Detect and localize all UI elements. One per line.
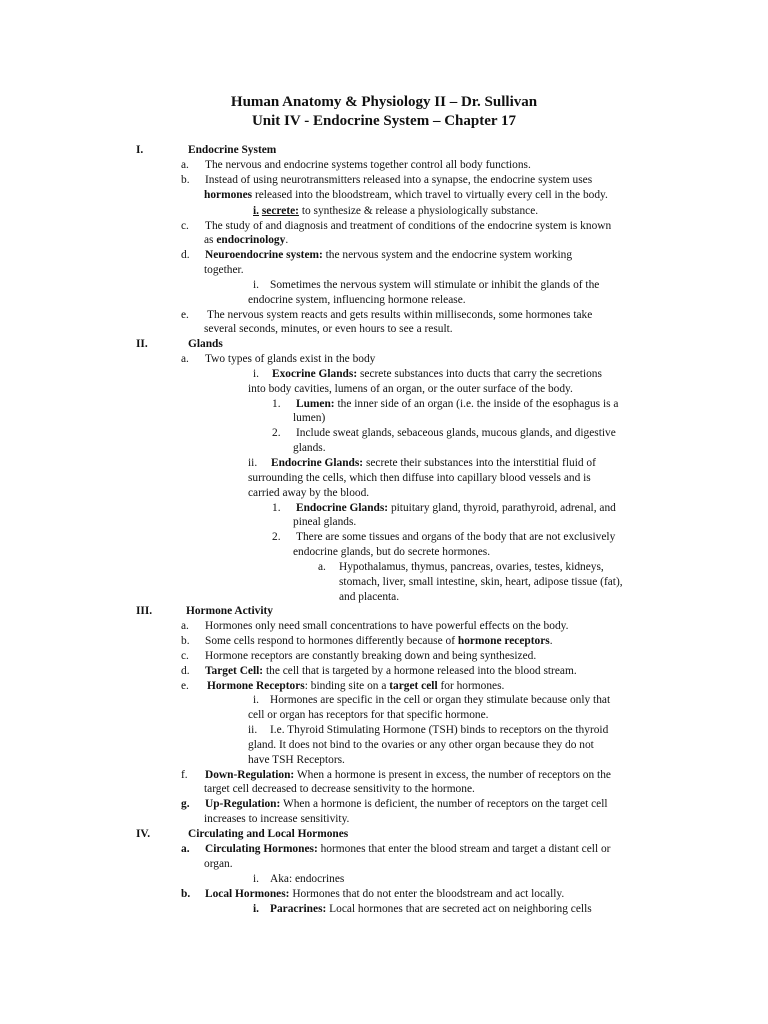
list-marker: 2.	[272, 531, 281, 543]
bold-term: hormones	[204, 189, 253, 201]
list-marker: a.	[181, 620, 189, 632]
bold-term: Endocrine Glands:	[271, 457, 364, 469]
list-continuation: endocrine glands, but do secrete hormones.	[293, 546, 491, 558]
list-text: Hormone receptors are constantly breaking down and being synthesized.	[205, 650, 537, 662]
list-continuation: several seconds, minutes, or even hours to see a result.	[204, 323, 453, 335]
list-continuation: and placenta.	[339, 591, 400, 603]
list-item	[181, 887, 565, 902]
list-item	[181, 248, 573, 263]
list-item	[248, 456, 596, 471]
bold-term: Up-Regulation:	[205, 798, 281, 810]
list-text: .	[549, 635, 553, 647]
section-heading: Glands	[188, 338, 223, 350]
list-text: Hormones that do not enter the bloodstream and act locally.	[289, 888, 565, 900]
bold-term: hormone receptors	[457, 635, 550, 647]
bold-term: Hormone Receptors	[207, 680, 305, 692]
list-item	[272, 426, 616, 441]
list-text: the inner side of an organ (i.e. the inside of the esophagus is a	[334, 398, 619, 410]
list-continuation: stomach, liver, small intestine, skin, heart, adipose tissue (fat),	[339, 576, 623, 588]
section-heading: Hormone Activity	[186, 605, 273, 617]
list-text: Two types of glands exist in the body	[205, 353, 376, 365]
section-numeral: III.	[136, 605, 153, 617]
section-numeral: IV.	[136, 828, 151, 840]
list-text: Include sweat glands, sebaceous glands, mucous glands, and digestive	[296, 427, 616, 439]
list-text: hormones that enter the blood stream and target a distant cell or	[317, 843, 611, 855]
list-item	[181, 219, 612, 234]
list-marker: c.	[181, 650, 189, 662]
list-text: secrete substances into ducts that carry the secretions	[357, 368, 602, 380]
bold-term: Paracrines:	[270, 903, 327, 915]
list-marker: b.	[181, 174, 190, 186]
list-text: the cell that is targeted by a hormone released into the blood stream.	[263, 665, 577, 677]
list-text: The nervous system reacts and gets results within milliseconds, some hormones take	[207, 309, 593, 321]
bold-term: target cell	[389, 680, 438, 692]
list-item	[181, 768, 611, 783]
list-marker: ii.	[248, 724, 258, 736]
list-item	[181, 308, 593, 323]
list-item	[253, 693, 611, 708]
list-continuation: target cell decreased to decrease sensitivity to the hormone.	[204, 783, 475, 795]
list-continuation: increases to increase sensitivity.	[204, 813, 350, 825]
list-continuation	[204, 233, 288, 248]
section-numeral: I.	[136, 144, 144, 156]
list-marker: a.	[181, 159, 189, 171]
list-text: released into the bloodstream, which travel to virtually every cell in the body.	[252, 189, 608, 201]
document-subtitle: Unit IV - Endocrine System – Chapter 17	[251, 113, 517, 129]
section-heading: Endocrine System	[188, 144, 277, 156]
list-continuation	[204, 188, 608, 203]
list-item	[181, 619, 569, 634]
list-continuation: organ.	[204, 858, 233, 870]
list-marker: b.	[181, 635, 190, 647]
list-text: pituitary gland, thyroid, parathyroid, adrenal, and	[388, 502, 616, 514]
list-text: for hormones.	[437, 680, 505, 692]
list-text: Local hormones that are secreted act on neighboring cells	[326, 903, 592, 915]
list-item	[181, 634, 553, 649]
list-text: Hypothalamus, thymus, pancreas, ovaries, testes, kidneys,	[339, 561, 604, 573]
list-text: : binding site on a	[304, 680, 390, 692]
list-item	[253, 278, 600, 293]
list-item	[181, 664, 577, 679]
list-continuation: cell or organ has receptors for that specific hormone.	[248, 709, 489, 721]
list-marker: ii.	[248, 457, 258, 469]
list-item	[272, 397, 619, 412]
list-item	[253, 367, 602, 382]
list-marker: a.	[318, 561, 326, 573]
list-item	[248, 723, 609, 738]
list-marker: i.	[253, 205, 260, 217]
bold-term: Down-Regulation:	[205, 769, 295, 781]
list-marker: 1.	[272, 398, 281, 410]
list-marker: c.	[181, 220, 189, 232]
list-text: as	[204, 234, 217, 246]
bold-term: Local Hormones:	[205, 888, 290, 900]
list-marker: a.	[181, 843, 190, 855]
list-text: There are some tissues and organs of the body that are not exclusively	[296, 531, 616, 543]
list-text: The study of and diagnosis and treatment of conditions of the endocrine system is known	[205, 220, 612, 232]
list-text: Aka: endocrines	[270, 873, 345, 885]
list-text: Hormones are specific in the cell or organ they stimulate because only that	[270, 694, 611, 706]
list-continuation: carried away by the blood.	[248, 487, 370, 499]
list-text: the nervous system and the endocrine system working	[322, 249, 573, 261]
list-marker: i.	[253, 279, 260, 291]
list-continuation: together.	[204, 264, 244, 276]
section-numeral: II.	[136, 338, 148, 350]
list-text: .	[285, 234, 289, 246]
bold-term: endocrinology	[216, 234, 286, 246]
list-continuation: have TSH Receptors.	[248, 754, 345, 766]
list-continuation: endocrine system, influencing hormone release.	[248, 294, 466, 306]
list-item	[272, 501, 616, 516]
list-continuation: glands.	[293, 442, 326, 454]
list-marker: g.	[181, 798, 190, 810]
bold-term: Endocrine Glands:	[296, 502, 389, 514]
list-item	[181, 158, 531, 173]
list-marker: 1.	[272, 502, 281, 514]
bold-term: Circulating Hormones:	[205, 843, 318, 855]
list-item	[181, 842, 611, 857]
list-continuation: lumen)	[293, 412, 326, 424]
list-item	[181, 352, 376, 367]
list-text: secrete their substances into the interstitial fluid of	[363, 457, 596, 469]
list-text: When a hormone is present in excess, the number of receptors on the	[294, 769, 611, 781]
list-continuation: gland. It does not bind to the ovaries or any other organ because they do not	[248, 739, 594, 751]
list-text: Sometimes the nervous system will stimulate or inhibit the glands of the	[270, 279, 600, 291]
list-marker: 2.	[272, 427, 281, 439]
list-marker: i.	[253, 903, 260, 915]
list-marker: i.	[253, 694, 260, 706]
list-item	[253, 872, 345, 887]
list-item	[318, 560, 604, 575]
section-heading: Circulating and Local Hormones	[188, 828, 349, 840]
bold-term: Lumen:	[296, 398, 335, 410]
list-text: to synthesize & release a physiologically substance.	[298, 205, 539, 217]
bold-term: Target Cell:	[205, 665, 264, 677]
list-item	[181, 679, 505, 694]
list-item	[181, 649, 537, 664]
document-title: Human Anatomy & Physiology II – Dr. Sullivan	[230, 94, 538, 110]
list-item	[181, 797, 608, 812]
list-marker: a.	[181, 353, 189, 365]
list-marker: e.	[181, 680, 189, 692]
list-continuation: pineal glands.	[293, 516, 357, 528]
list-text: I.e. Thyroid Stimulating Hormone (TSH) binds to receptors on the thyroid	[270, 724, 609, 736]
list-text: The nervous and endocrine systems together control all body functions.	[205, 159, 531, 171]
list-text: When a hormone is deficient, the number of receptors on the target cell	[280, 798, 608, 810]
list-marker: d.	[181, 249, 190, 261]
list-item	[253, 204, 538, 219]
list-item	[253, 902, 592, 917]
list-text: Some cells respond to hormones differently because of	[205, 635, 458, 647]
list-marker: i.	[253, 873, 260, 885]
list-marker: i.	[253, 368, 260, 380]
list-continuation: surrounding the cells, which then diffuse into capillary blood vessels and is	[248, 472, 591, 484]
list-text: Hormones only need small concentrations to have powerful effects on the body.	[205, 620, 569, 632]
list-marker: d.	[181, 665, 190, 677]
list-item	[272, 530, 616, 545]
list-marker: b.	[181, 888, 191, 900]
bold-term: Exocrine Glands:	[272, 368, 358, 380]
list-text: Instead of using neurotransmitters released into a synapse, the endocrine system uses	[205, 174, 593, 186]
bold-term: secrete:	[261, 205, 299, 217]
list-item	[181, 173, 593, 188]
list-marker: e.	[181, 309, 189, 321]
list-marker: f.	[181, 769, 188, 781]
bold-term: Neuroendocrine system:	[205, 249, 323, 261]
list-continuation: into body cavities, lumens of an organ, or the outer surface of the body.	[248, 383, 573, 395]
